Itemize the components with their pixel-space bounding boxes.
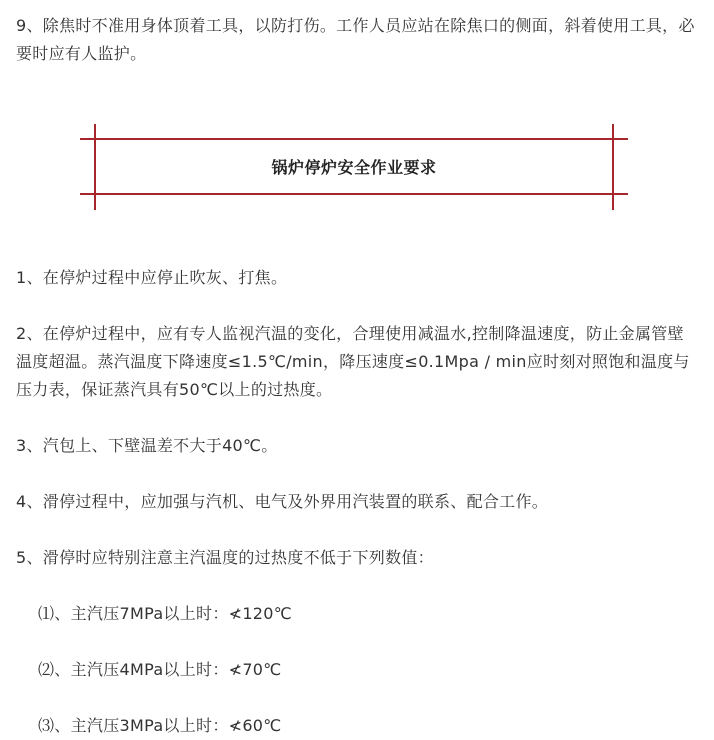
frame-bottom-line — [80, 193, 628, 195]
list-item-1: 1、在停炉过程中应停止吹灰、打焦。 — [16, 268, 288, 287]
sub-item-3: ⑶、主汽压3MPa以上时：≮60℃ — [38, 716, 282, 735]
list-item-2: 2、在停炉过程中，应有专人监视汽温的变化，合理使用减温水,控制降温速度，防止金属管壁温度超温。蒸汽温度下降速度≤1.5℃/min，降压速度≤0.1Mpa / min应时刻对照饱和温度与压力表，保证蒸汽具有50℃以上的过热度。 — [16, 324, 690, 399]
sub-item-2: ⑵、主汽压4MPa以上时：≮70℃ — [38, 660, 282, 679]
sub-item-1: ⑴、主汽压7MPa以上时：≮120℃ — [38, 604, 293, 623]
list-item-5: 5、滑停时应特别注意主汽温度的过热度不低于下列数值： — [16, 548, 434, 567]
section-title-frame — [80, 124, 628, 210]
section-title: 锅炉停炉安全作业要求 — [271, 158, 437, 177]
frame-right-line — [612, 124, 614, 210]
intro-paragraph: 9、除焦时不准用身体顶着工具，以防打伤。工作人员应站在除焦口的侧面，斜着使用工具，必要时应有人监护。 — [16, 16, 695, 63]
list-item-3: 3、汽包上、下壁温差不大于40℃。 — [16, 436, 278, 455]
list-item-4: 4、滑停过程中，应加强与汽机、电气及外界用汽装置的联系、配合工作。 — [16, 492, 549, 511]
